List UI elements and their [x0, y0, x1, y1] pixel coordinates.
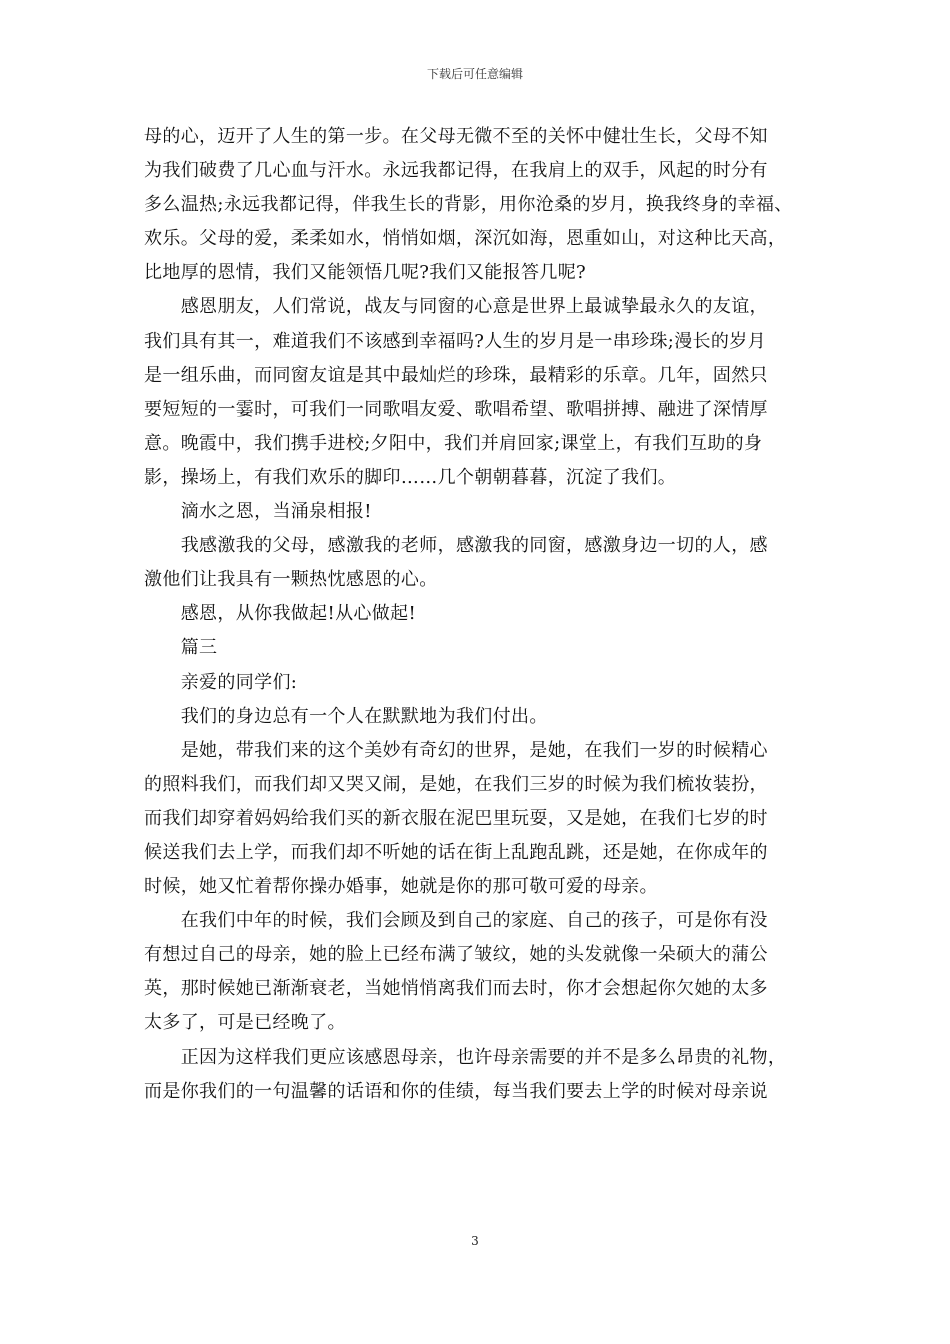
paragraph-middle-age: 在我们中年的时候，我们会顾及到自己的家庭、自己的孩子，可是你有没 有想过自己的母亲，她的脸上已经布满了皱纹，她的头发就像一朵硕大的蒲公 英，那时候她已渐渐衰老，当她悄悄离我们而去时，你才会想起你欠她的太多 太多了，可是已经晚了。 [144, 910, 768, 1034]
salutation: 亲爱的同学们: [144, 671, 298, 693]
paragraph-it-is-her: 是她，带我们来的这个美妙有奇幻的世界，是她，在我们一岁的时候精心 的照料我们，而我们却又哭又闹，是她，在我们三岁的时候为我们梳妆装扮， 而我们却穿着妈妈给我们买的新衣服在泥巴里玩耍，又是她，在我们七岁的时 候送我们去上学，而我们却不听她的话在街上乱跑乱跳，还是她，在你成年的 时候，她又忙着帮你操办婚事，她就是你的那可敬可爱的母亲。 [144, 739, 768, 898]
page-number: 3 [471, 1234, 479, 1248]
page-header-note: 下载后可任意编辑 [426, 67, 523, 81]
paragraph-thank-mother: 正因为这样我们更应该感恩母亲，也许母亲需要的并不是多么昂贵的礼物， 而是你我们的一句温馨的话语和你的佳绩，每当我们要去上学的时候对母亲说 [144, 1046, 787, 1102]
paragraph-start-from-me: 感恩，从你我做起!从心做起! [144, 603, 417, 625]
document-body [144, 120, 810, 1109]
paragraph-gratitude-list: 我感激我的父母，感激我的老师，感激我的同窗，感激身边一切的人，感 激他们让我具有一颗热忱感恩的心。 [144, 535, 768, 591]
paragraph-someone-gives: 我们的身边总有一个人在默默地为我们付出。 [144, 705, 548, 727]
paragraph-drop-of-kindness: 滴水之恩，当涌泉相报! [144, 501, 372, 523]
section-heading-part-three: 篇三 [144, 637, 218, 659]
paragraph-thank-friends: 感恩朋友，人们常说，战友与同窗的心意是世界上最诚挚最永久的友谊， 我们具有其一，难道我们不该感到幸福吗?人生的岁月是一串珍珠;漫长的岁月 是一组乐曲，而同窗友谊是其中最灿烂的珍珠，最精彩的乐章。几年，固然只 要短短的一霎时，可我们一同歌唱友爱、歌唱希望、歌唱拼搏、融进了深情厚 意。晚霞中，我们携手进校;夕阳中，我们并肩回家;课堂上，有我们互助的身 影，操场上，有我们欢乐的脚印……几个朝朝暮暮，沉淀了我们。 [144, 296, 768, 488]
paragraph-parents-continued: 母的心，迈开了人生的第一步。在父母无微不至的关怀中健壮生长，父母不知 为我们破费了几心血与汗水。永远我都记得，在我肩上的双手，风起的时分有 多么温热;永远我都记得，伴我生长的背影，用你沧桑的岁月，换我终身的幸福、 欢乐。父母的爱，柔柔如水，悄悄如烟，深沉如海，恩重如山，对这种比天高， 比地厚的恩情，我们又能领悟几呢?我们又能报答几呢? [144, 126, 793, 284]
